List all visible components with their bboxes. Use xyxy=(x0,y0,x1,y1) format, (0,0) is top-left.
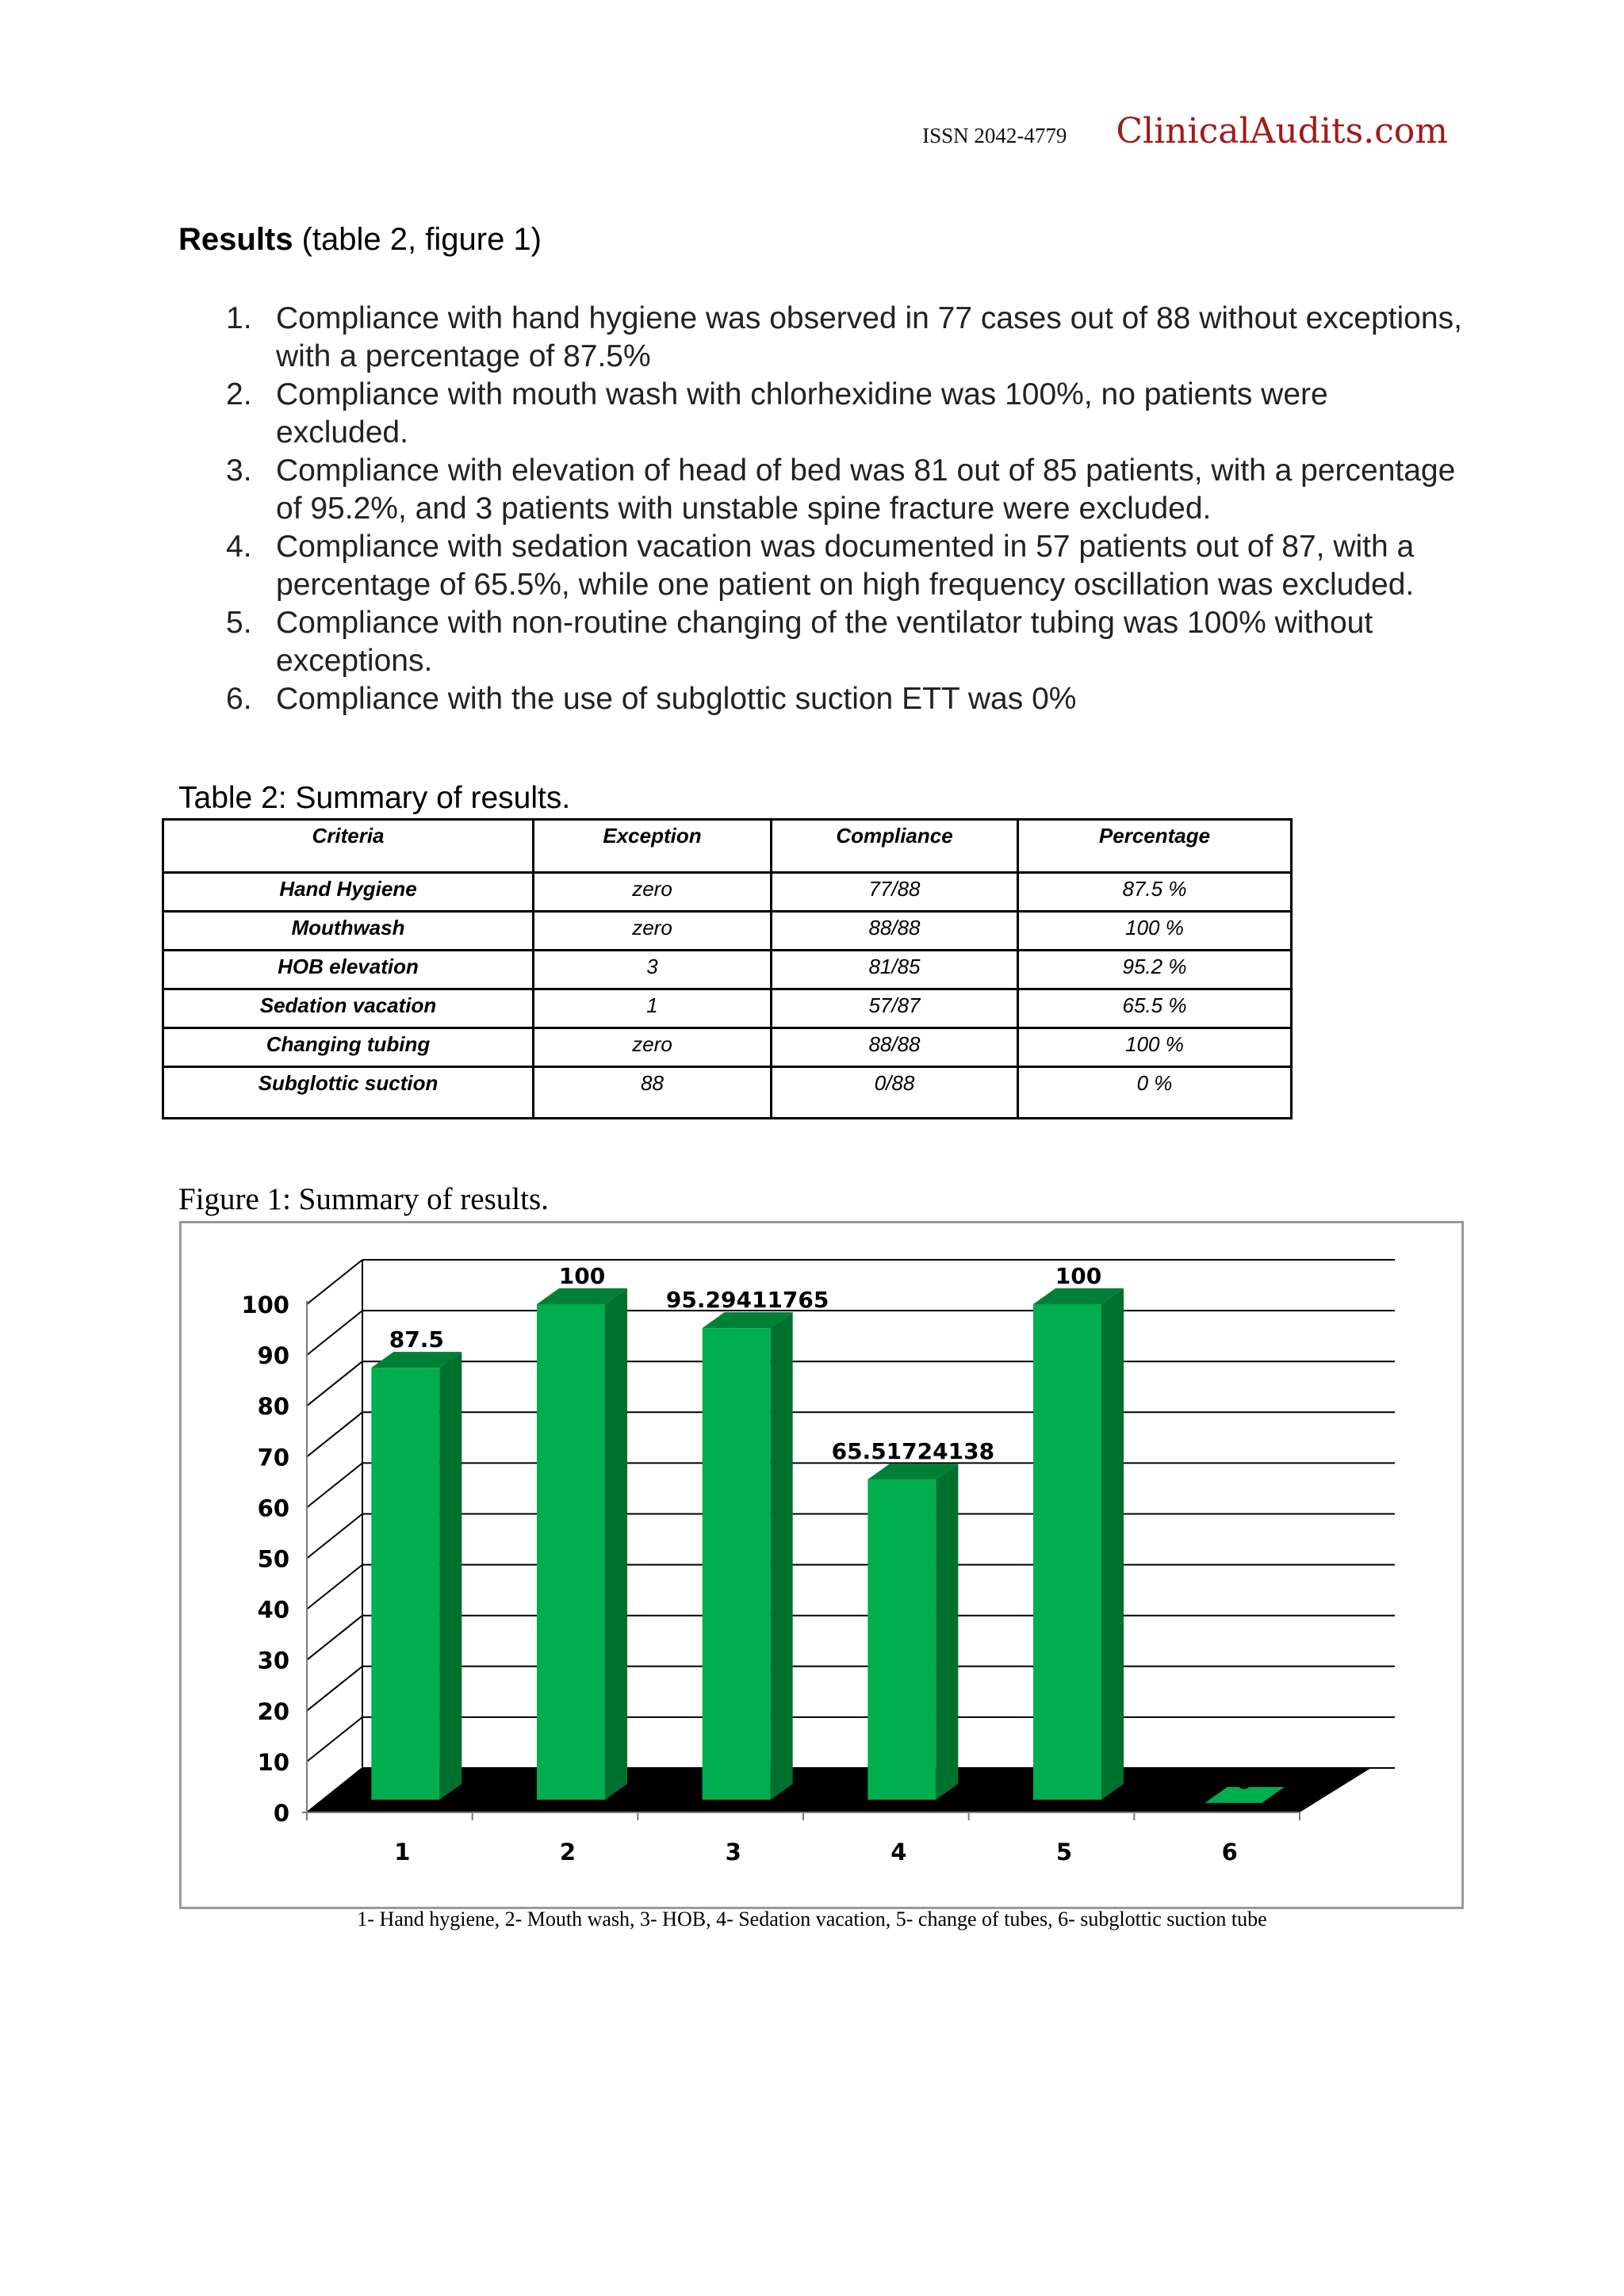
table-cell-percentage: 65.5 % xyxy=(1018,989,1292,1028)
data-label: 0 xyxy=(1235,1768,1252,1794)
list-item-text: Compliance with mouth wash with chlorhexidine was 100%, no patients were excluded. xyxy=(276,377,1328,450)
x-tick-label: 5 xyxy=(1055,1839,1073,1866)
data-label: 65.51724138 xyxy=(831,1438,995,1465)
y-tick-label: 10 xyxy=(257,1748,289,1776)
table-row xyxy=(163,1067,1292,1119)
bar xyxy=(868,1479,936,1800)
results-table xyxy=(162,818,1293,1119)
table-cell-criteria: Changing tubing xyxy=(163,1028,534,1067)
results-title: Results xyxy=(178,222,293,257)
bar-side xyxy=(439,1352,462,1800)
column-header-criteria: Criteria xyxy=(163,820,534,873)
x-tick-label: 1 xyxy=(394,1839,411,1866)
y-tick-label: 100 xyxy=(241,1292,289,1318)
table-cell-compliance: 0/88 xyxy=(772,1067,1018,1119)
list-item xyxy=(178,528,1463,604)
bar-chart xyxy=(182,1223,1461,1907)
x-tick-label: 3 xyxy=(725,1839,741,1866)
table-cell-percentage: 100 % xyxy=(1018,912,1292,951)
list-item-number: 1. xyxy=(226,301,252,335)
data-label: 100 xyxy=(558,1263,606,1289)
table-cell-exception: zero xyxy=(534,912,772,951)
bar-side xyxy=(1101,1288,1124,1800)
grid-diagonal xyxy=(307,1361,362,1406)
page-header xyxy=(922,111,1448,151)
table-cell-percentage: 100 % xyxy=(1018,1028,1292,1067)
table-cell-compliance: 81/85 xyxy=(772,951,1018,989)
list-item xyxy=(178,300,1463,376)
bar xyxy=(537,1304,605,1800)
bar-chart-frame xyxy=(179,1221,1464,1909)
table-row xyxy=(163,1028,1292,1067)
results-reference: (table 2, figure 1) xyxy=(293,222,542,257)
grid-diagonal xyxy=(307,1667,362,1711)
grid-diagonal xyxy=(307,1260,362,1304)
list-item-text: Compliance with sedation vacation was documented in 57 patients out of 87, with a percentage of 65.5%, while one patient on high frequency oscillation was excluded. xyxy=(276,530,1415,602)
results-heading xyxy=(178,222,542,258)
list-item xyxy=(178,604,1463,680)
table-cell-compliance: 88/88 xyxy=(772,912,1018,951)
x-tick-label: 6 xyxy=(1221,1839,1238,1866)
column-header-percentage: Percentage xyxy=(1018,820,1292,873)
bar-side xyxy=(771,1312,793,1800)
table-cell-compliance: 88/88 xyxy=(772,1028,1018,1067)
bar xyxy=(371,1368,439,1800)
table-row xyxy=(163,951,1292,989)
list-item-number: 3. xyxy=(226,453,252,488)
grid-diagonal xyxy=(307,1717,362,1762)
figure-caption: Figure 1: Summary of results. xyxy=(178,1182,549,1216)
table-cell-exception: zero xyxy=(534,1028,772,1067)
column-header-exception: Exception xyxy=(534,820,772,873)
grid-diagonal xyxy=(307,1565,362,1609)
table-cell-exception: 1 xyxy=(534,989,772,1028)
table-cell-criteria: Sedation vacation xyxy=(163,989,534,1028)
column-header-compliance: Compliance xyxy=(772,820,1018,873)
table-header-row xyxy=(163,820,1292,873)
table-cell-percentage: 95.2 % xyxy=(1018,951,1292,989)
table-cell-exception: 3 xyxy=(534,951,772,989)
y-tick-label: 50 xyxy=(257,1545,289,1573)
table-row xyxy=(163,873,1292,912)
list-item xyxy=(178,452,1463,528)
table-row xyxy=(163,989,1292,1028)
y-tick-label: 80 xyxy=(257,1393,289,1421)
bar xyxy=(1033,1304,1101,1800)
bar-side xyxy=(605,1288,627,1800)
table-cell-criteria: Hand Hygiene xyxy=(163,873,534,912)
list-item-text: Compliance with elevation of head of bed was 81 out of 85 patients, with a percentage of 95.2%, and 3 patients with unstable spine fracture were excluded. xyxy=(276,453,1456,526)
grid-diagonal xyxy=(307,1616,362,1660)
y-tick-label: 70 xyxy=(257,1444,289,1471)
bar-side xyxy=(936,1464,958,1800)
x-tick-label: 2 xyxy=(559,1839,576,1866)
table-cell-criteria: Mouthwash xyxy=(163,912,534,951)
table-row xyxy=(163,912,1292,951)
issn-number: ISSN 2042-4779 xyxy=(922,124,1067,147)
y-tick-label: 90 xyxy=(257,1342,289,1370)
list-item-number: 4. xyxy=(226,530,252,564)
grid-diagonal xyxy=(307,1412,362,1456)
bar xyxy=(703,1328,771,1800)
y-tick-label: 40 xyxy=(257,1596,289,1624)
x-tick-label: 4 xyxy=(891,1839,907,1866)
y-tick-label: 30 xyxy=(257,1647,289,1674)
brand-logo[interactable]: ClinicalAudits.com xyxy=(1116,111,1448,151)
table-cell-percentage: 0 % xyxy=(1018,1067,1292,1119)
table-cell-criteria: Subglottic suction xyxy=(163,1067,534,1119)
y-tick-label: 0 xyxy=(273,1800,289,1827)
list-item xyxy=(178,376,1463,452)
list-item-number: 2. xyxy=(226,377,252,411)
chart-floor xyxy=(307,1768,1371,1812)
grid-diagonal xyxy=(307,1463,362,1507)
y-tick-label: 20 xyxy=(257,1697,289,1725)
list-item-number: 5. xyxy=(226,606,252,640)
list-item-text: Compliance with non-routine changing of the ventilator tubing was 100% without exceptions. xyxy=(276,606,1373,678)
table-cell-criteria: HOB elevation xyxy=(163,951,534,989)
grid-diagonal xyxy=(307,1311,362,1355)
data-label: 95.29411765 xyxy=(665,1287,829,1314)
grid-diagonal xyxy=(307,1514,362,1559)
y-tick-label: 60 xyxy=(257,1494,289,1522)
list-item-text: Compliance with hand hygiene was observed in 77 cases out of 88 without exceptions, with a percentage of 87.5% xyxy=(276,301,1462,373)
list-item-number: 6. xyxy=(226,682,252,716)
table-caption: Table 2: Summary of results. xyxy=(178,781,571,815)
figure-legend-note: 1- Hand hygiene, 2- Mouth wash, 3- HOB, 4- Sedation vacation, 5- change of tubes, 6- subglottic suction tube xyxy=(357,1908,1267,1931)
table-cell-exception: zero xyxy=(534,873,772,912)
list-item xyxy=(178,680,1463,718)
data-label: 100 xyxy=(1055,1263,1102,1289)
results-list xyxy=(178,300,1463,718)
data-label: 87.5 xyxy=(389,1326,444,1353)
table-cell-compliance: 77/88 xyxy=(772,873,1018,912)
table-cell-exception: 88 xyxy=(534,1067,772,1119)
table-cell-percentage: 87.5 % xyxy=(1018,873,1292,912)
table-cell-compliance: 57/87 xyxy=(772,989,1018,1028)
list-item-text: Compliance with the use of subglottic suction ETT was 0% xyxy=(276,682,1077,716)
